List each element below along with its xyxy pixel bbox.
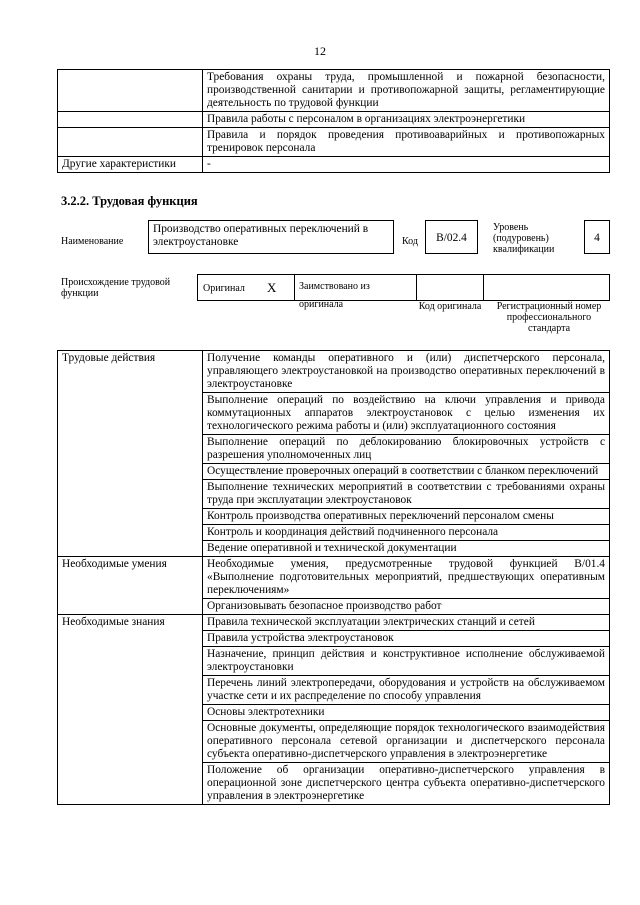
table-cell: Правила работы с персоналом в организациях электроэнергетики — [203, 112, 610, 128]
main-table — [57, 350, 610, 805]
origin-label: Происхождение трудовой функции — [61, 277, 171, 299]
table-cell: Выполнение операций по деблокированию блокировочных устройств с разрешения уполномоченных лиц — [203, 435, 610, 464]
table-row — [58, 128, 610, 157]
code-label: Код — [402, 236, 418, 247]
table-cell: Контроль производства оперативных переключений персоналом смены — [203, 509, 610, 525]
table-cell-empty — [58, 112, 203, 128]
level-label: Уровень (подуровень) квалификации — [493, 222, 555, 255]
table-row — [58, 70, 610, 112]
borrowed-label: Заимствовано из оригинала — [299, 281, 370, 310]
reg-number-box — [483, 274, 610, 301]
page-number: 12 — [314, 44, 326, 58]
reg-number-label: Регистрационный номер профессионального стандарта — [496, 301, 602, 334]
borrowed-box — [294, 274, 417, 310]
original-label: Оригинал — [203, 283, 245, 294]
table-row — [58, 157, 610, 173]
name-label: Наименование — [61, 236, 124, 247]
table-row — [58, 557, 610, 599]
table-cell: - — [203, 157, 610, 173]
row-label-other-characteristics: Другие характеристики — [58, 157, 203, 173]
top-table — [57, 69, 610, 173]
table-row — [58, 615, 610, 631]
table-cell: Выполнение операций по воздействию на ключи управления и привода коммутационных аппаратов электроустановок с целью изменения их технологического режима работы и (или) эксплуатационного состояния — [203, 393, 610, 435]
table-cell: Контроль и координация действий подчиненного персонала — [203, 525, 610, 541]
code-value-box: B/02.4 — [425, 220, 478, 254]
code-original-label: Код оригинала — [418, 301, 482, 312]
table-cell: Осуществление проверочных операций в соответствии с бланком переключений — [203, 464, 610, 480]
table-cell: Основы электротехники — [203, 705, 610, 721]
table-cell: Правила устройства электроустановок — [203, 631, 610, 647]
table-cell-empty — [58, 128, 203, 157]
original-mark: X — [267, 280, 277, 295]
table-cell: Положение об организации оперативно-диспетчерского управления в операционной зоне диспетчерского центра субъекта оперативно-диспетчерского управления в электроэнергетике — [203, 763, 610, 805]
table-cell: Получение команды оперативного и (или) диспетчерского персонала, управляющего электроустановкой на производство оперативных переключений в электроустановке — [203, 351, 610, 393]
table-cell: Ведение оперативной и технической документации — [203, 541, 610, 557]
table-cell: Выполнение технических мероприятий в соответствии с требованиями охраны труда при эксплуатации электроустановок — [203, 480, 610, 509]
table-cell: Назначение, принцип действия и конструктивное исполнение обслуживаемой электроустановки — [203, 647, 610, 676]
group-label-labor-actions: Трудовые действия — [58, 351, 203, 557]
group-label-knowledge: Необходимые знания — [58, 615, 203, 805]
table-row — [58, 112, 610, 128]
table-cell: Основные документы, определяющие порядок технологического взаимодействия оперативного персонала сетевой организации и диспетчерского персонала субъекта оперативно-диспетчерского управления в электроэнергетике — [203, 721, 610, 763]
function-name-box: Производство оперативных переключений в электроустановке — [148, 220, 394, 254]
table-cell-empty — [58, 70, 203, 112]
table-cell: Организовывать безопасное производство работ — [203, 599, 610, 615]
table-cell: Правила технической эксплуатации электрических станций и сетей — [203, 615, 610, 631]
table-cell: Необходимые умения, предусмотренные трудовой функцией B/01.4 «Выполнение подготовительных мероприятий, предшествующих оперативным переключениям» — [203, 557, 610, 599]
group-label-skills: Необходимые умения — [58, 557, 203, 615]
table-cell: Перечень линий электропередачи, оборудования и устройств на обслуживаемом участке сети и их распределение по способу управления — [203, 676, 610, 705]
original-box — [197, 274, 295, 301]
table-cell: Правила и порядок проведения противоаварийных и противопожарных тренировок персонала — [203, 128, 610, 157]
code-original-box — [416, 274, 484, 301]
section-title: 3.2.2. Трудовая функция — [61, 194, 198, 208]
table-row — [58, 351, 610, 393]
table-cell: Требования охраны труда, промышленной и пожарной безопасности, производственной санитарии и противопожарной защиты, регламентирующие деятельность по трудовой функции — [203, 70, 610, 112]
level-value-box: 4 — [584, 220, 610, 254]
